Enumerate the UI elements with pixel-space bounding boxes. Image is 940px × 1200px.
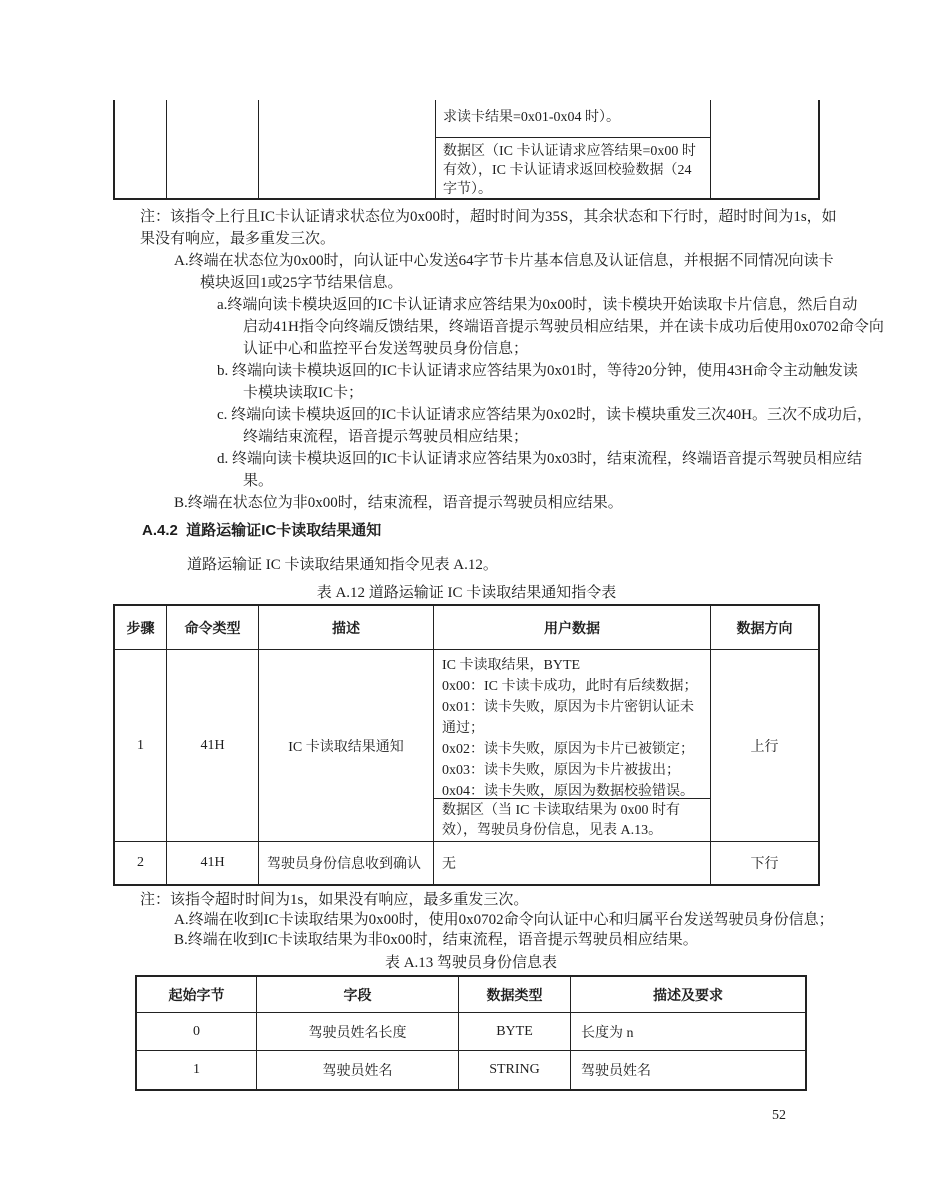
table-column-divider <box>166 100 167 198</box>
note-line: 卡模块读取IC卡； <box>243 385 364 401</box>
table-column-divider <box>710 100 711 198</box>
cell-description: 驾驶员姓名 <box>581 1064 651 1079</box>
user-data-result-codes <box>434 650 710 798</box>
table-a13-title: 表 A.13 驾驶员身份信息表 <box>384 955 558 971</box>
note-line: B.终端在收到IC卡读取结果为非0x00时，结束流程，语音提示驾驶员相应结果。 <box>174 932 698 948</box>
note-line: d. 终端向读卡模块返回的IC卡认证请求应答结果为0x03时，结束流程，终端语音提示驾驶员相应结 <box>217 451 863 467</box>
user-data-sub-cell: 数据区（当 IC 卡读取结果为 0x00 时有效），驾驶员身份信息，见表 A.13。 <box>434 798 710 843</box>
cell-user-data: 无 <box>434 842 711 884</box>
section-heading: A.4.2 道路运输证IC卡读取结果通知 <box>142 522 382 539</box>
table-column-divider <box>258 100 259 198</box>
cell-direction: 上行 <box>750 739 779 755</box>
table-a12 <box>113 604 820 886</box>
note-line: 果没有响应，最多重发三次。 <box>140 231 336 247</box>
table-cell: 求读卡结果=0x01-0x04 时）。 <box>443 110 621 125</box>
note-line: 注：该指令超时时间为1s，如果没有响应，最多重发三次。 <box>140 892 529 908</box>
table-a13 <box>135 975 807 1091</box>
table-a13-header-row <box>137 977 805 1013</box>
note-block-a11 <box>113 206 884 514</box>
cell-field: 驾驶员姓名长度 <box>257 1013 459 1050</box>
cell-description: IC 卡读取结果通知 <box>259 650 434 841</box>
user-data-line: 0x02：读卡失败，原因为卡片已被锁定； <box>442 742 694 757</box>
table-a12-row-1 <box>115 650 818 842</box>
note-line: c. 终端向读卡模块返回的IC卡认证请求应答结果为0x02时，读卡模块重发三次40H。三次不成功后， <box>217 407 872 423</box>
cell-start-byte: 0 <box>137 1013 257 1050</box>
note-line: 终端结束流程，语音提示驾驶员相应结果； <box>243 429 529 445</box>
note-line: A.终端在收到IC卡读取结果为0x00时，使用0x0702命令向认证中心和归属平台发送驾驶员身份信息； <box>174 912 834 928</box>
note-line: a.终端向读卡模块返回的IC卡认证请求应答结果为0x00时，读卡模块开始读取卡片信息，然后自动 <box>217 297 858 313</box>
cell-step: 1 <box>115 650 167 841</box>
cell-description: 长度为 n <box>581 1025 634 1041</box>
header-cell-user-data: 用户数据 <box>434 606 711 649</box>
page-number: 52 <box>772 1108 786 1123</box>
cell-direction: 下行 <box>750 857 779 872</box>
header-cell-data-type: 数据类型 <box>459 977 571 1012</box>
table-a12-header-row <box>115 606 818 650</box>
note-line: 果。 <box>243 473 274 489</box>
header-cell-field: 字段 <box>257 977 459 1012</box>
header-cell-description: 描述 <box>259 606 434 649</box>
table-a13-row-2 <box>137 1051 805 1089</box>
user-data-line: 0x00：IC 卡读卡成功，此时有后续数据； <box>442 679 698 694</box>
cell-data-type: BYTE <box>459 1013 571 1050</box>
user-data-line: 0x03：读卡失败，原因为卡片被拔出； <box>442 763 680 778</box>
table-a12-row-2 <box>115 842 818 884</box>
user-data-line: 0x04：读卡失败，原因为数据校验错误。 <box>442 784 694 799</box>
table-a12-title: 表 A.12 道路运输证 IC 卡读取结果通知指令表 <box>316 585 617 601</box>
note-block-a12 <box>113 890 834 950</box>
cell-description: 驾驶员身份信息收到确认 <box>259 842 434 884</box>
note-line: B.终端在状态位为非0x00时，结束流程，语音提示驾驶员相应结果。 <box>174 495 623 511</box>
section-intro-paragraph: 道路运输证 IC 卡读取结果通知指令见表 A.12。 <box>187 557 498 573</box>
cell-field: 驾驶员姓名 <box>257 1051 459 1089</box>
note-line: 启动41H指令向终端反馈结果，终端语音提示驾驶员相应结果，并在读卡成功后使用0x0702命令向 <box>243 319 884 335</box>
note-line: 认证中心和监控平台发送驾驶员身份信息； <box>243 341 529 357</box>
header-cell-direction: 数据方向 <box>736 619 793 636</box>
header-cell-start-byte: 起始字节 <box>137 977 257 1012</box>
continued-table-fragment <box>113 100 820 200</box>
cell-user-data <box>434 650 711 841</box>
note-line: A.终端在状态位为0x00时，向认证中心发送64字节卡片基本信息及认证信息，并根据不同情况向读卡 <box>174 253 834 269</box>
header-cell-description-requirement: 描述及要求 <box>653 986 723 1003</box>
cell-step: 2 <box>115 842 167 884</box>
note-line: 注：该指令上行且IC卡认证请求状态位为0x00时，超时时间为35S，其余状态和下行时，超时时间为1s，如 <box>140 209 837 225</box>
header-cell-step: 步骤 <box>115 606 167 649</box>
table-a13-row-1 <box>137 1013 805 1051</box>
user-data-column <box>435 100 710 198</box>
cell-command-type: 41H <box>167 842 259 884</box>
table-cell: 数据区（IC 卡认证请求应答结果=0x00 时有效），IC 卡认证请求返回校验数据（24字节）。 <box>435 137 710 203</box>
cell-data-type: STRING <box>459 1051 571 1089</box>
cell-start-byte: 1 <box>137 1051 257 1089</box>
header-cell-command-type: 命令类型 <box>167 606 259 649</box>
user-data-line: 0x01：读卡失败，原因为卡片密钥认证未通过； <box>442 700 694 736</box>
note-line: 模块返回1或25字节结果信息。 <box>200 275 403 291</box>
note-line: b. 终端向读卡模块返回的IC卡认证请求应答结果为0x01时，等待20分钟，使用43H命令主动触发读 <box>217 363 858 379</box>
cell-command-type: 41H <box>167 650 259 841</box>
user-data-line: IC 卡读取结果，BYTE <box>442 658 581 673</box>
